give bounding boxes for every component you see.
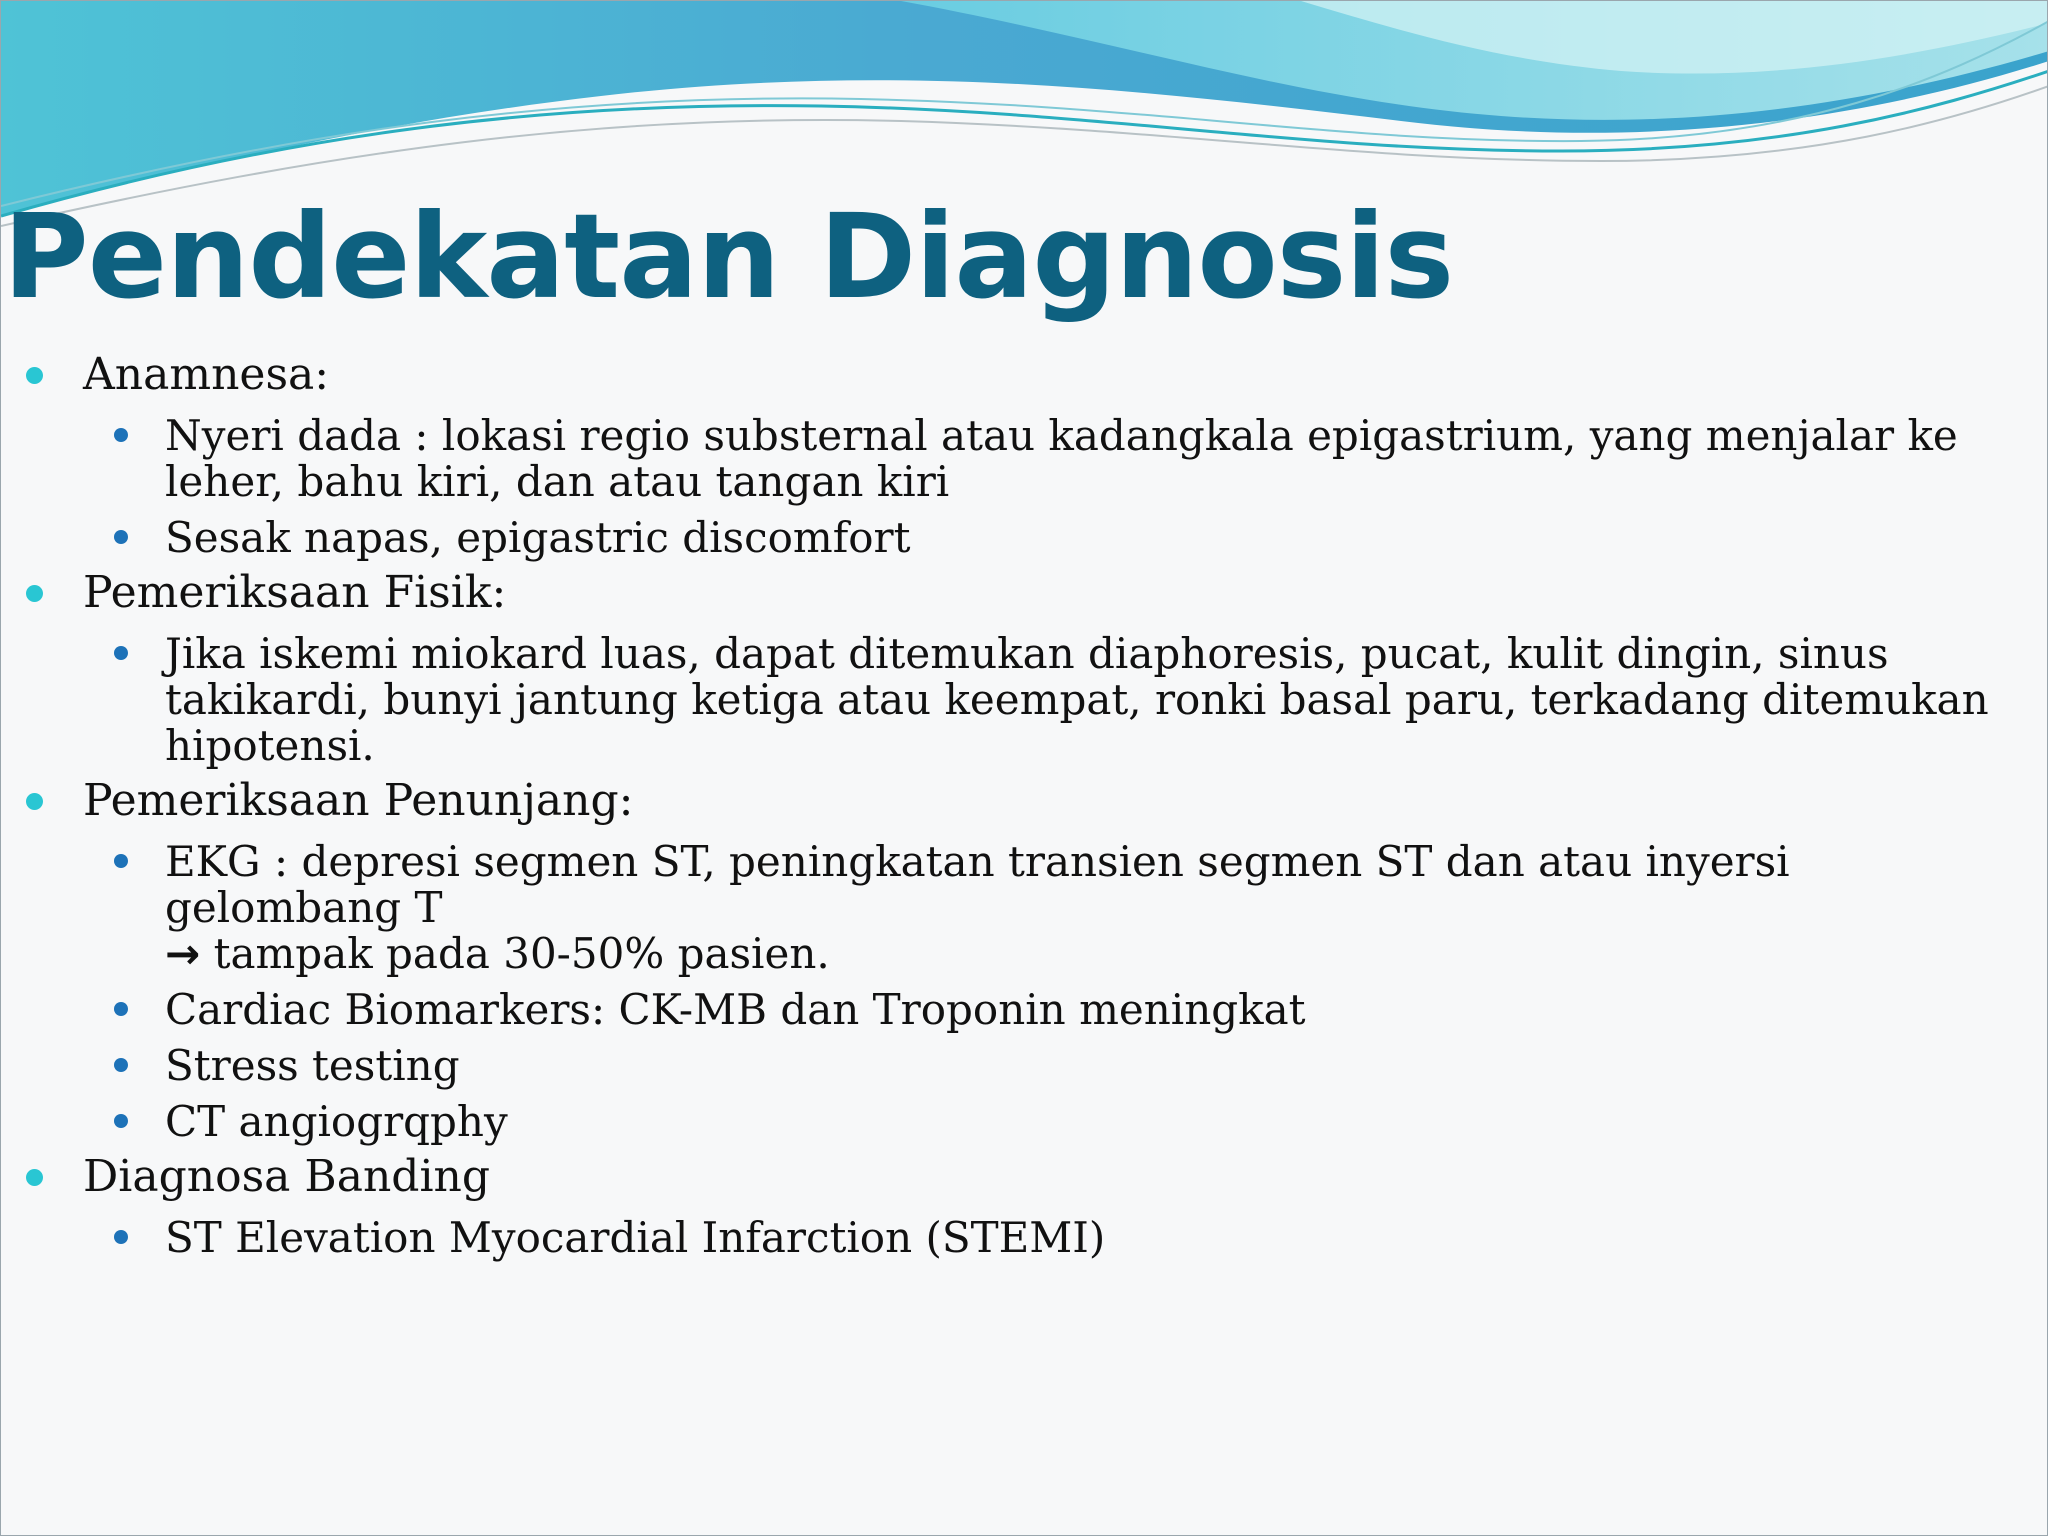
list-item-text: Nyeri dada : lokasi regio substernal atau kadangkala epigastrium, yang menjalar ke leher, bahu kiri, dan atau tangan kiri <box>165 411 1958 506</box>
list-item-text: Sesak napas, epigastric discomfort <box>165 513 911 562</box>
list-item <box>1 1043 2021 1089</box>
sub-bullet-dot-icon <box>114 428 128 442</box>
bullet-dot-icon <box>26 793 43 810</box>
sub-bullet-dot-icon <box>114 1058 128 1072</box>
section-pemeriksaan-penunjang-heading <box>1 773 2021 829</box>
bullet-dot-icon <box>26 585 43 602</box>
bullet-dot-icon <box>26 367 43 384</box>
bullet-content <box>1 343 2021 1261</box>
section-anamnesa-heading <box>1 347 2021 403</box>
list-item <box>1 987 2021 1033</box>
sub-bullet-dot-icon <box>114 1002 128 1016</box>
section-heading-text: Pemeriksaan Penunjang: <box>83 775 634 826</box>
bullet-dot-icon <box>26 1169 43 1186</box>
list-item <box>1 839 2021 977</box>
list-item <box>1 1215 2021 1261</box>
sub-bullet-dot-icon <box>114 530 128 544</box>
list-item-text: EKG : depresi segmen ST, peningkatan transien segmen ST dan atau inyersi gelombang T <box>165 837 1790 932</box>
section-heading-text: Diagnosa Banding <box>83 1151 491 1202</box>
list-item-continuation-text: tampak pada 30-50% pasien. <box>213 929 830 978</box>
page-title: Pendekatan Diagnosis <box>3 188 1454 325</box>
section-pemeriksaan-fisik-heading <box>1 565 2021 621</box>
right-arrow-icon: → <box>165 929 201 978</box>
section-heading-text: Anamnesa: <box>83 349 330 400</box>
sub-bullet-dot-icon <box>114 854 128 868</box>
section-diagnosa-banding-heading <box>1 1149 2021 1205</box>
sub-bullet-dot-icon <box>114 646 128 660</box>
list-item-text: CT angiogrqphy <box>165 1097 508 1146</box>
list-item <box>1 515 2021 561</box>
list-item <box>1 1099 2021 1145</box>
list-item-text: Cardiac Biomarkers: CK-MB dan Troponin meningkat <box>165 985 1306 1034</box>
section-heading-text: Pemeriksaan Fisik: <box>83 567 507 618</box>
list-item <box>1 631 2021 769</box>
list-item-text: ST Elevation Myocardial Infarction (STEMI) <box>165 1213 1106 1262</box>
sub-bullet-dot-icon <box>114 1230 128 1244</box>
sub-bullet-dot-icon <box>114 1114 128 1128</box>
list-item-text: Jika iskemi miokard luas, dapat ditemukan diaphoresis, pucat, kulit dingin, sinus takikardi, bunyi jantung ketiga atau keempat, ronki basal paru, terkadang ditemukan hipotensi. <box>165 629 1989 770</box>
list-item <box>1 413 2021 505</box>
list-item-text: Stress testing <box>165 1041 460 1090</box>
